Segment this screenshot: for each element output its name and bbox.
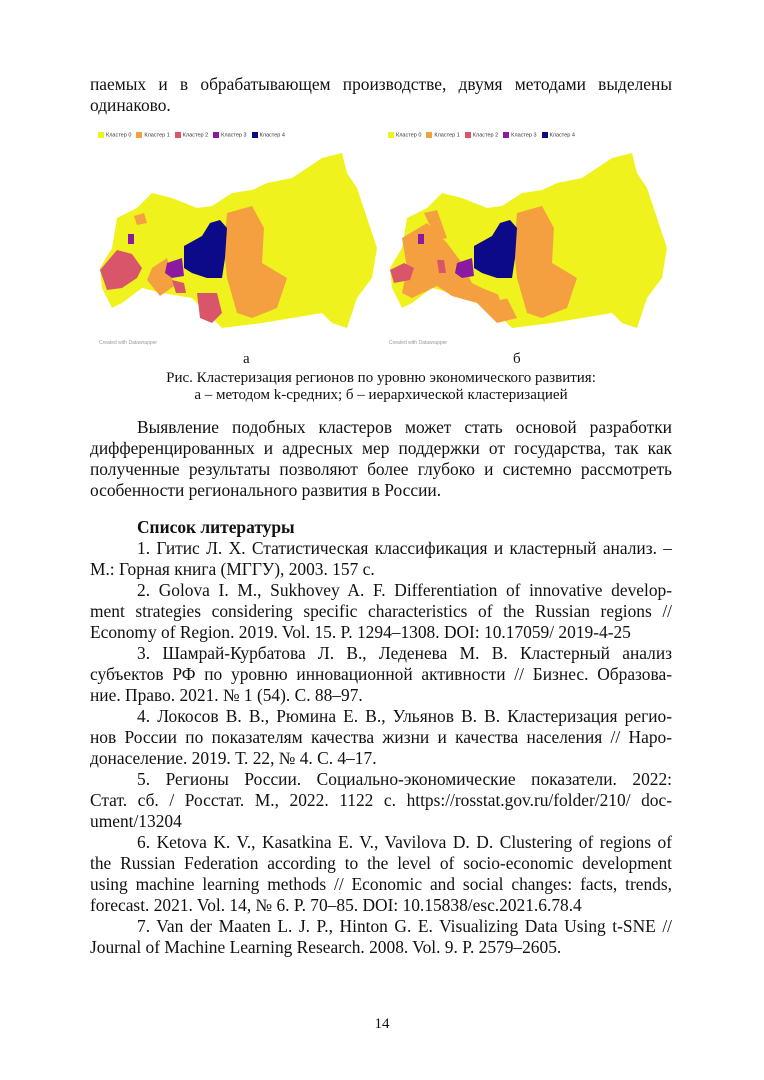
legend-swatch bbox=[503, 132, 509, 138]
map-credit: Created with Datawrapper bbox=[99, 340, 158, 346]
russia-map-b bbox=[382, 128, 672, 358]
legend-item bbox=[136, 132, 169, 138]
legend-item bbox=[542, 132, 575, 138]
text-line: нов России по показателям качества жизни и качества населения // Наро- bbox=[90, 727, 672, 747]
text-line: 3. Шамрай-Курбатова Л. В., Леденева М. В. Кластерный анализ bbox=[137, 643, 672, 663]
figure-caption-line-1: Рис. Кластеризация регионов по уровню экономического развития: bbox=[166, 370, 596, 386]
text-line: Journal of Machine Learning Research. 2008. Vol. 9. P. 2579–2605. bbox=[90, 937, 562, 957]
text-line: особенности регионального развития в России. bbox=[90, 480, 442, 500]
legend-label: Кластер 1 bbox=[434, 132, 460, 139]
references-title: Список литературы bbox=[137, 517, 295, 537]
map-b-hierarchical bbox=[382, 128, 672, 358]
figure-caption-line-2: а – методом k-средних; б – иерархической кластеризацией bbox=[194, 387, 568, 403]
legend-swatch bbox=[175, 132, 181, 138]
text-line: донаселение. 2019. Т. 22, № 4. С. 4–17. bbox=[90, 748, 377, 768]
text-line: forecast. 2021. Vol. 14, № 6. P. 70–85. DOI: 10.15838/esc.2021.6.78.4 bbox=[90, 895, 582, 915]
text-line: Выявление подобных кластеров может стать основой разработки bbox=[137, 417, 672, 437]
legend-label: Кластер 4 bbox=[259, 132, 285, 139]
legend-label: Кластер 0 bbox=[106, 132, 132, 139]
text-line: ние. Право. 2021. № 1 (54). С. 88–97. bbox=[90, 685, 363, 705]
legend-label: Кластер 3 bbox=[511, 132, 537, 139]
text-line: 4. Локосов В. В., Рюмина Е. В., Ульянов В. В. Кластеризация регио- bbox=[137, 706, 672, 726]
map-legend bbox=[388, 132, 575, 138]
text-line: субъектов РФ по уровню инновационной активности // Бизнес. Образова- bbox=[90, 664, 672, 684]
legend-swatch bbox=[465, 132, 471, 138]
legend-swatch bbox=[426, 132, 432, 138]
subfigure-label-b: б bbox=[513, 351, 521, 367]
text-line: 6. Ketova K. V., Kasatkina E. V., Vavilova D. D. Clustering of regions of bbox=[137, 832, 672, 852]
text-line: ument/13204 bbox=[90, 811, 182, 831]
legend-label: Кластер 2 bbox=[472, 132, 499, 139]
text-line: using machine learning methods // Economic and social changes: facts, trends, bbox=[90, 874, 672, 894]
legend-label: Кластер 4 bbox=[549, 132, 575, 139]
legend-item bbox=[503, 132, 536, 138]
text-line: одинаково. bbox=[90, 95, 171, 115]
legend-item bbox=[213, 132, 246, 138]
legend-item bbox=[465, 132, 498, 138]
text-line: 1. Гитис Л. Х. Статистическая классификация и кластерный анализ. – bbox=[137, 538, 672, 558]
text-line: дифференцированных и адресных мер поддержки от государства, так как bbox=[90, 438, 672, 458]
legend-item bbox=[426, 132, 459, 138]
map-a-kmeans bbox=[92, 128, 382, 358]
text-line: 5. Регионы России. Социально-экономические показатели. 2022: bbox=[137, 769, 672, 789]
map-legend bbox=[98, 132, 285, 138]
legend-item bbox=[98, 132, 131, 138]
text-line: Economy of Region. 2019. Vol. 15. P. 1294–1308. DOI: 10.17059/ 2019-4-25 bbox=[90, 622, 631, 642]
legend-swatch bbox=[213, 132, 219, 138]
legend-item bbox=[388, 132, 421, 138]
legend-swatch bbox=[98, 132, 104, 138]
text-line: М.: Горная книга (МГГУ), 2003. 157 с. bbox=[90, 559, 375, 579]
legend-item bbox=[252, 132, 285, 138]
legend-swatch bbox=[542, 132, 548, 138]
text-line: паемых и в обрабатывающем производстве, двумя методами выделены bbox=[90, 74, 672, 94]
legend-label: Кластер 3 bbox=[221, 132, 247, 139]
legend-label: Кластер 2 bbox=[182, 132, 209, 139]
legend-swatch bbox=[136, 132, 142, 138]
map-credit: Created with Datawrapper bbox=[389, 340, 448, 346]
text-line: ment strategies considering specific characteristics of the Russian regions // bbox=[90, 601, 672, 621]
text-line: the Russian Federation according to the level of socio-economic development bbox=[90, 853, 672, 873]
subfigure-label-a: а bbox=[243, 351, 250, 367]
legend-label: Кластер 0 bbox=[396, 132, 422, 139]
legend-item bbox=[175, 132, 208, 138]
legend-swatch bbox=[388, 132, 394, 138]
russia-map-a bbox=[92, 128, 382, 358]
page-number: 14 bbox=[374, 1016, 390, 1032]
legend-label: Кластер 1 bbox=[144, 132, 170, 139]
text-line: Стат. сб. / Росстат. М., 2022. 1122 с. https://rosstat.gov.ru/folder/210/ doc- bbox=[90, 790, 672, 810]
legend-swatch bbox=[252, 132, 258, 138]
text-line: 2. Golova I. M., Sukhovey A. F. Differentiation of innovative develop- bbox=[137, 580, 672, 600]
text-line: полученные результаты позволяют более глубоко и системно рассмотреть bbox=[90, 459, 672, 479]
text-line: 7. Van der Maaten L. J. P., Hinton G. E. Visualizing Data Using t-SNE // bbox=[137, 916, 672, 936]
